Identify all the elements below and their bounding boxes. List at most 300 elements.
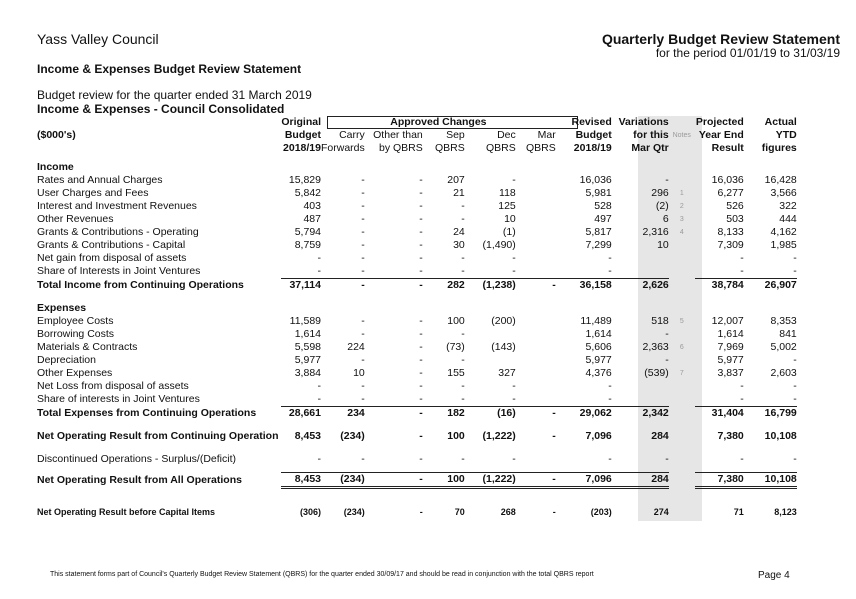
cell-value: 8,133 bbox=[717, 226, 744, 238]
cell-value: - bbox=[793, 265, 797, 277]
cell-value: - bbox=[665, 354, 669, 366]
cell-value: 1,614 bbox=[294, 328, 321, 340]
cell-value: - bbox=[419, 200, 423, 212]
cell-value: - bbox=[419, 341, 423, 353]
cell-value bbox=[516, 354, 556, 367]
cell-value: 8,453 bbox=[294, 430, 321, 442]
note-ref: 7 bbox=[679, 370, 684, 377]
row-label: Net Operating Result from All Operations bbox=[37, 473, 242, 486]
cell-value: 21 bbox=[453, 187, 465, 199]
cell-value: - bbox=[419, 226, 423, 238]
note-ref bbox=[669, 407, 695, 421]
cell-value bbox=[465, 328, 516, 341]
cell-value: - bbox=[419, 380, 423, 392]
cell-value: - bbox=[361, 380, 365, 392]
cell-value: - bbox=[516, 279, 556, 293]
cell-value: 528 bbox=[594, 200, 612, 212]
note-ref bbox=[669, 393, 695, 407]
note-ref: 5 bbox=[679, 318, 684, 325]
cell-value: - bbox=[317, 252, 321, 264]
cell-value: 2,316 bbox=[642, 226, 669, 238]
note-ref bbox=[669, 252, 695, 265]
cell-value: - bbox=[665, 453, 669, 465]
note-ref bbox=[669, 279, 695, 293]
cell-value: 155 bbox=[447, 367, 465, 379]
col-projected-3: Result bbox=[711, 142, 744, 154]
cell-value: 4,162 bbox=[770, 226, 797, 238]
cell-value: - bbox=[461, 328, 465, 340]
table-row bbox=[37, 239, 797, 252]
cell-value: 274 bbox=[653, 507, 669, 517]
table-row bbox=[37, 315, 797, 328]
budget-heading: Income & Expenses - Council Consolidated bbox=[37, 102, 285, 116]
cell-value bbox=[516, 341, 556, 354]
note-ref: 4 bbox=[679, 229, 684, 236]
cell-value: 10,108 bbox=[744, 473, 797, 488]
cell-value: - bbox=[321, 279, 365, 293]
cell-value: 7,299 bbox=[585, 239, 612, 251]
cell-value: 403 bbox=[303, 200, 321, 212]
report-title: Quarterly Budget Review Statement bbox=[601, 31, 840, 47]
cell-value: - bbox=[608, 380, 612, 392]
col-revised-2: Budget bbox=[575, 129, 612, 141]
page-number: Page 4 bbox=[758, 570, 790, 581]
cell-value: 12,007 bbox=[711, 315, 744, 327]
cell-value: - bbox=[740, 252, 744, 264]
cell-value bbox=[516, 187, 556, 200]
cell-value: 8,123 bbox=[774, 507, 797, 517]
row-label: Net Operating Result before Capital Items bbox=[37, 507, 216, 517]
cell-value: - bbox=[608, 453, 612, 465]
table-row bbox=[37, 341, 797, 354]
row-label: Employee Costs bbox=[37, 315, 114, 327]
cell-value bbox=[516, 328, 556, 341]
cell-value: - bbox=[461, 200, 465, 212]
cell-value: - bbox=[512, 252, 516, 264]
cell-value: - bbox=[512, 453, 516, 465]
cell-value: (1,238) bbox=[465, 279, 516, 293]
cell-value: 282 bbox=[423, 279, 465, 293]
cell-value: 37,114 bbox=[281, 279, 321, 293]
row-label: Materials & Contracts bbox=[37, 341, 138, 353]
cell-value: - bbox=[419, 315, 423, 327]
cell-value: 526 bbox=[726, 200, 744, 212]
table-row bbox=[37, 265, 797, 279]
cell-value: 224 bbox=[347, 341, 365, 353]
col-notes: Notes bbox=[672, 132, 691, 139]
cell-value: - bbox=[665, 174, 669, 186]
cell-value: 7,309 bbox=[717, 239, 744, 251]
cell-value: 1,614 bbox=[717, 328, 744, 340]
row-label: Total Expenses from Continuing Operations bbox=[37, 406, 257, 419]
cell-value: - bbox=[793, 252, 797, 264]
cell-value: 26,907 bbox=[744, 279, 797, 293]
cell-value: (1,222) bbox=[482, 430, 516, 442]
cell-value: - bbox=[740, 453, 744, 465]
cell-value: 6,277 bbox=[717, 187, 744, 199]
cell-value: 5,606 bbox=[585, 341, 612, 353]
row-label: Net Loss from disposal of assets bbox=[37, 380, 189, 392]
cell-value: 3,837 bbox=[717, 367, 744, 379]
unit-label: ($000's) bbox=[37, 129, 76, 141]
note-ref bbox=[669, 174, 695, 187]
cell-value: - bbox=[512, 380, 516, 392]
cell-value: - bbox=[361, 213, 365, 225]
col-dec-2: QBRS bbox=[486, 142, 516, 154]
cell-value: 16,036 bbox=[711, 174, 744, 186]
cell-value: 125 bbox=[498, 200, 516, 212]
cell-value: - bbox=[419, 252, 423, 264]
row-label: Other Revenues bbox=[37, 213, 114, 225]
cell-value: 487 bbox=[303, 213, 321, 225]
before-capital-row bbox=[37, 506, 797, 519]
cell-value: 296 bbox=[651, 187, 669, 199]
cell-value: 7,380 bbox=[717, 430, 744, 442]
cell-value: - bbox=[419, 265, 423, 277]
col-original-1: Original bbox=[281, 116, 321, 128]
cell-value: (73) bbox=[446, 341, 465, 353]
cell-value: 7,096 bbox=[556, 473, 612, 488]
note-ref bbox=[669, 430, 695, 443]
cell-value bbox=[612, 265, 669, 279]
cell-value: (2) bbox=[655, 200, 669, 212]
cell-value: - bbox=[419, 213, 423, 225]
cell-value: 5,002 bbox=[770, 341, 797, 353]
cell-value: 71 bbox=[733, 507, 744, 517]
cell-value: - bbox=[361, 328, 365, 340]
cell-value: - bbox=[516, 407, 556, 421]
note-ref bbox=[669, 506, 695, 519]
cell-value bbox=[612, 252, 669, 265]
note-ref bbox=[669, 473, 695, 488]
cell-value: - bbox=[461, 380, 465, 392]
cell-value: (16) bbox=[465, 407, 516, 421]
row-label: Depreciation bbox=[37, 354, 96, 366]
row-label: Grants & Contributions - Capital bbox=[37, 239, 186, 251]
cell-value: - bbox=[740, 265, 744, 277]
cell-value: - bbox=[793, 393, 797, 405]
cell-value: - bbox=[461, 252, 465, 264]
table-row bbox=[37, 187, 797, 200]
cell-value: - bbox=[552, 507, 556, 517]
note-ref bbox=[669, 380, 695, 393]
cell-value: 322 bbox=[779, 200, 797, 212]
cell-value: 7,096 bbox=[585, 430, 612, 442]
col-projected-2: Year End bbox=[698, 129, 744, 141]
cell-value: 10 bbox=[504, 213, 516, 225]
cell-value: 5,842 bbox=[294, 187, 321, 199]
cell-value: 24 bbox=[453, 226, 465, 238]
cell-value: (143) bbox=[491, 341, 516, 353]
cell-value: 38,784 bbox=[695, 279, 744, 293]
section-title: Income & Expenses Budget Review Statement bbox=[37, 62, 302, 76]
cell-value: 234 bbox=[321, 407, 365, 421]
note-ref bbox=[669, 239, 695, 252]
col-sep-2: QBRS bbox=[435, 142, 465, 154]
cell-value: - bbox=[512, 393, 516, 405]
cell-value: - bbox=[317, 380, 321, 392]
cell-value: 497 bbox=[594, 213, 612, 225]
cell-value: 3,566 bbox=[770, 187, 797, 199]
cell-value: 10 bbox=[657, 239, 669, 251]
cell-value: 284 bbox=[612, 473, 669, 488]
cell-value: 444 bbox=[779, 213, 797, 225]
note-ref bbox=[669, 328, 695, 341]
cell-value: 30 bbox=[453, 239, 465, 251]
cell-value: (1,222) bbox=[465, 473, 516, 488]
cell-value: 8,353 bbox=[770, 315, 797, 327]
cell-value bbox=[612, 380, 669, 393]
cell-value: - bbox=[419, 239, 423, 251]
cell-value: 1,614 bbox=[585, 328, 612, 340]
cell-value: 5,977 bbox=[585, 354, 612, 366]
cell-value: - bbox=[419, 354, 423, 366]
cell-value: - bbox=[608, 252, 612, 264]
net-all-row bbox=[37, 473, 797, 488]
row-label: Total Income from Continuing Operations bbox=[37, 278, 244, 291]
cell-value: 3,884 bbox=[294, 367, 321, 379]
cell-value bbox=[516, 265, 556, 279]
cell-value: 6 bbox=[662, 213, 669, 225]
cell-value: 5,977 bbox=[717, 354, 744, 366]
total-expenses-row bbox=[37, 407, 797, 421]
cell-value: - bbox=[419, 507, 423, 517]
row-label: Net gain from disposal of assets bbox=[37, 252, 187, 264]
table-row bbox=[37, 252, 797, 265]
cell-value: - bbox=[419, 453, 423, 465]
cell-value: 16,799 bbox=[744, 407, 797, 421]
cell-value: 2,603 bbox=[770, 367, 797, 379]
report-period: for the period 01/01/19 to 31/03/19 bbox=[655, 46, 840, 60]
row-label: Grants & Contributions - Operating bbox=[37, 226, 199, 238]
cell-value: 70 bbox=[454, 507, 465, 517]
cell-value: 16,428 bbox=[764, 174, 797, 186]
cell-value: - bbox=[361, 265, 365, 277]
note-ref bbox=[669, 354, 695, 367]
table-row bbox=[37, 367, 797, 380]
table-row bbox=[37, 213, 797, 226]
budget-quarter: Budget review for the quarter ended 31 March 2019 bbox=[37, 88, 312, 102]
row-label: Share of interests in Joint Ventures bbox=[37, 393, 200, 406]
note-ref bbox=[669, 453, 695, 466]
note-ref: 1 bbox=[679, 190, 684, 197]
col-sep-1: Sep bbox=[446, 129, 465, 141]
cell-value: - bbox=[361, 187, 365, 199]
table-row bbox=[37, 354, 797, 367]
col-other-2: by QBRS bbox=[379, 142, 423, 154]
col-actual-2: YTD bbox=[775, 129, 797, 141]
cell-value: 268 bbox=[500, 507, 516, 517]
cell-value: 284 bbox=[651, 430, 669, 442]
cell-value: - bbox=[419, 367, 423, 379]
cell-value: - bbox=[419, 393, 423, 405]
cell-value: - bbox=[512, 174, 516, 186]
row-label: Interest and Investment Revenues bbox=[37, 200, 197, 212]
cell-value: 15,829 bbox=[288, 174, 321, 186]
cell-value bbox=[516, 315, 556, 328]
total-income-row bbox=[37, 279, 797, 293]
cell-value bbox=[516, 252, 556, 265]
cell-value: (234) bbox=[321, 473, 365, 488]
net-continuing-row bbox=[37, 430, 797, 443]
table-row bbox=[37, 200, 797, 213]
cell-value: - bbox=[361, 226, 365, 238]
note-ref bbox=[669, 265, 695, 279]
cell-value: - bbox=[665, 328, 669, 340]
cell-value: 10,108 bbox=[764, 430, 797, 442]
cell-value: 7,969 bbox=[717, 341, 744, 353]
discontinued-row bbox=[37, 453, 797, 466]
cell-value: 118 bbox=[499, 187, 516, 199]
cell-value: 518 bbox=[651, 315, 669, 327]
cell-value: - bbox=[552, 430, 556, 442]
col-other-1: Other than bbox=[373, 129, 423, 141]
cell-value: - bbox=[361, 315, 365, 327]
cell-value: - bbox=[361, 453, 365, 465]
expenses-heading: Expenses bbox=[37, 302, 87, 314]
row-label: Rates and Annual Charges bbox=[37, 174, 163, 186]
row-label: Borrowing Costs bbox=[37, 328, 115, 340]
col-actual-3: figures bbox=[761, 142, 797, 154]
row-label: Net Operating Result from Continuing Operation bbox=[37, 430, 279, 442]
cell-value: - bbox=[740, 393, 744, 405]
cell-value: 2,363 bbox=[642, 341, 669, 353]
cell-value: 8,453 bbox=[281, 473, 321, 488]
row-label: Other Expenses bbox=[37, 367, 113, 379]
cell-value: (234) bbox=[340, 430, 365, 442]
cell-value: 5,794 bbox=[294, 226, 321, 238]
cell-value: - bbox=[461, 265, 465, 277]
cell-value: 4,376 bbox=[585, 367, 612, 379]
col-carry-2: Forwards bbox=[321, 142, 365, 154]
cell-value: (1) bbox=[502, 226, 516, 238]
col-projected-1: Projected bbox=[695, 116, 744, 128]
cell-value: 841 bbox=[779, 328, 797, 340]
table-row bbox=[37, 174, 797, 187]
cell-value bbox=[516, 239, 556, 252]
col-variations-3: Mar Qtr bbox=[631, 142, 669, 154]
col-mar-1: Mar bbox=[537, 129, 556, 141]
table-row bbox=[37, 380, 797, 393]
cell-value: - bbox=[793, 453, 797, 465]
cell-value: 7,380 bbox=[695, 473, 744, 488]
cell-value: - bbox=[317, 453, 321, 465]
col-original-2: Budget bbox=[284, 129, 321, 141]
table-row bbox=[37, 328, 797, 341]
cell-value: 8,759 bbox=[294, 239, 321, 251]
cell-value: 11,489 bbox=[580, 315, 612, 327]
col-variations-2: for this bbox=[633, 129, 669, 141]
row-label: Discontinued Operations - Surplus/(Deficit) bbox=[37, 453, 236, 465]
cell-value: - bbox=[317, 265, 321, 277]
cell-value: 36,158 bbox=[556, 279, 612, 293]
cell-value: 16,036 bbox=[579, 174, 612, 186]
cell-value bbox=[516, 213, 556, 226]
cell-value: - bbox=[361, 200, 365, 212]
cell-value: - bbox=[361, 252, 365, 264]
cell-value: - bbox=[419, 174, 423, 186]
cell-value: 207 bbox=[447, 174, 465, 186]
cell-value: - bbox=[361, 354, 365, 366]
cell-value: (1,490) bbox=[482, 239, 516, 251]
cell-value: - bbox=[461, 354, 465, 366]
cell-value: 100 bbox=[423, 473, 465, 488]
note-ref: 2 bbox=[679, 203, 684, 210]
cell-value: (234) bbox=[343, 507, 365, 517]
cell-value: - bbox=[365, 407, 423, 421]
cell-value: 2,342 bbox=[612, 407, 669, 421]
cell-value: (539) bbox=[644, 367, 669, 379]
cell-value: (306) bbox=[299, 507, 321, 517]
cell-value: 29,062 bbox=[556, 407, 612, 421]
col-dec-1: Dec bbox=[497, 129, 516, 141]
row-label: Share of Interests in Joint Ventures bbox=[37, 265, 201, 278]
cell-value: 100 bbox=[447, 430, 465, 442]
cell-value bbox=[516, 453, 556, 466]
cell-value bbox=[516, 226, 556, 239]
cell-value: - bbox=[793, 380, 797, 392]
cell-value: - bbox=[512, 265, 516, 277]
cell-value: 11,589 bbox=[289, 315, 321, 327]
cell-value: - bbox=[608, 265, 612, 277]
cell-value: 31,404 bbox=[695, 407, 744, 421]
cell-value: 5,817 bbox=[585, 226, 612, 238]
cell-value: - bbox=[365, 473, 423, 488]
footer-note: This statement forms part of Council's Quarterly Budget Review Statement (QBRS) for the quarter ended 30/09/17 and should be read in conjunction with the total QBRS report bbox=[50, 571, 594, 578]
cell-value bbox=[465, 354, 516, 367]
col-revised-3: 2018/19 bbox=[573, 142, 612, 154]
col-original-3: 2018/19 bbox=[283, 142, 321, 154]
cell-value: - bbox=[461, 453, 465, 465]
row-label: User Charges and Fees bbox=[37, 187, 149, 199]
cell-value: 100 bbox=[447, 315, 465, 327]
col-mar-2: QBRS bbox=[526, 142, 556, 154]
cell-value: 5,981 bbox=[585, 187, 612, 199]
cell-value bbox=[516, 174, 556, 187]
cell-value: - bbox=[461, 213, 465, 225]
cell-value: - bbox=[793, 354, 797, 366]
council-name: Yass Valley Council bbox=[37, 31, 159, 47]
cell-value: - bbox=[361, 239, 365, 251]
cell-value: - bbox=[419, 430, 423, 442]
cell-value: 2,626 bbox=[612, 279, 669, 293]
cell-value: - bbox=[419, 187, 423, 199]
cell-value: - bbox=[740, 380, 744, 392]
cell-value: 5,977 bbox=[294, 354, 321, 366]
cell-value bbox=[516, 367, 556, 380]
budget-table bbox=[37, 116, 797, 519]
col-carry-1: Carry bbox=[339, 129, 365, 141]
cell-value: - bbox=[365, 279, 423, 293]
col-revised-1: Revised bbox=[571, 116, 612, 128]
cell-value bbox=[516, 200, 556, 213]
cell-value: (203) bbox=[590, 507, 612, 517]
cell-value: (200) bbox=[491, 315, 516, 327]
cell-value: - bbox=[361, 174, 365, 186]
cell-value bbox=[516, 380, 556, 393]
cell-value: 5,598 bbox=[294, 341, 321, 353]
note-ref: 6 bbox=[679, 344, 684, 351]
cell-value: 28,661 bbox=[281, 407, 321, 421]
table-row bbox=[37, 393, 797, 407]
income-heading: Income bbox=[37, 161, 74, 173]
cell-value: 1,985 bbox=[770, 239, 797, 251]
col-actual-1: Actual bbox=[764, 116, 797, 128]
cell-value: - bbox=[461, 393, 465, 405]
approved-changes-label: Approved Changes bbox=[390, 116, 487, 128]
cell-value: - bbox=[361, 393, 365, 405]
cell-value bbox=[612, 393, 669, 407]
